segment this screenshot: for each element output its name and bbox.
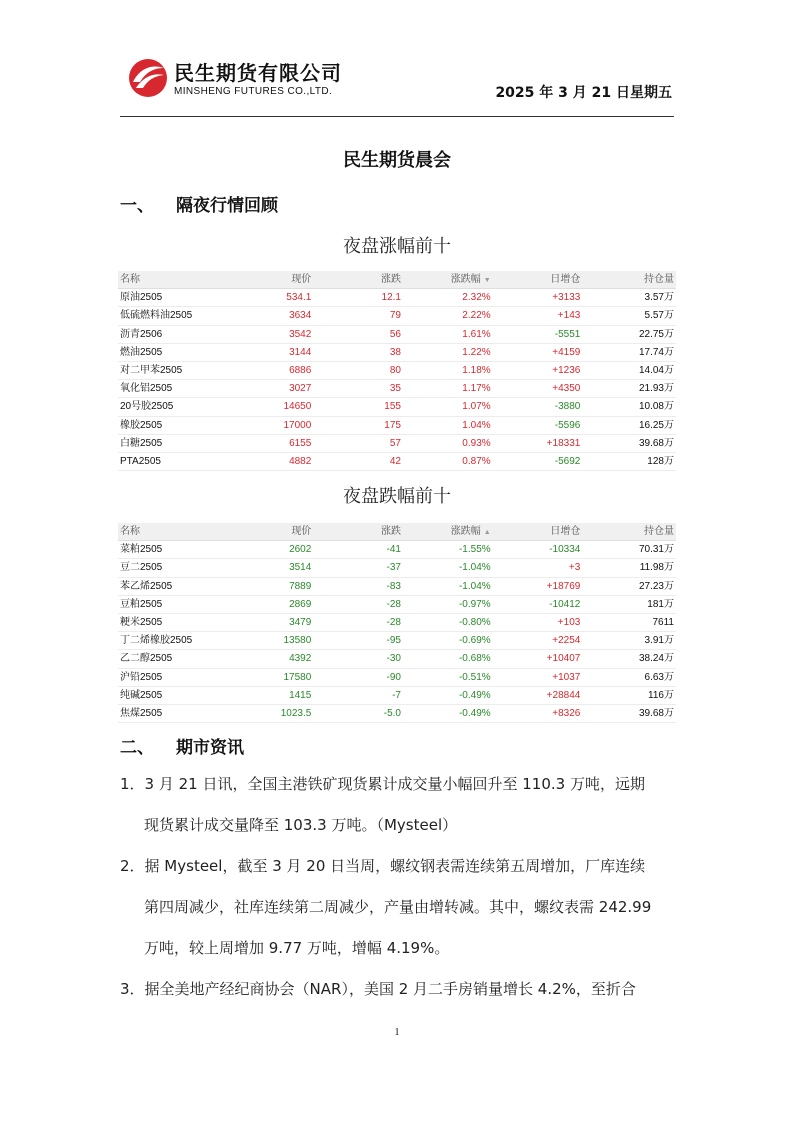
column-header-label: 涨跌: [380, 526, 401, 537]
price-cell: 4392: [289, 653, 312, 665]
contract-name-cell: 纯碱2505: [120, 689, 163, 701]
section-heading-news: [120, 733, 244, 758]
daily-oi-change-cell: +103: [557, 616, 581, 628]
table-row[interactable]: [118, 326, 676, 344]
change-pct-cell: -0.49%: [458, 689, 491, 701]
change-pct-cell: -0.69%: [458, 635, 491, 647]
change-cell: -95: [386, 635, 401, 647]
price-cell: 2869: [289, 598, 312, 610]
change-cell: -28: [386, 598, 401, 610]
change-cell: 175: [384, 419, 401, 431]
column-header-label: 名称: [120, 274, 140, 285]
change-pct-cell: 2.32%: [462, 292, 491, 304]
news-list: [120, 764, 676, 1010]
contract-name-cell: 苯乙烯2505: [120, 580, 173, 592]
open-interest-cell: 5.57万: [644, 310, 674, 322]
daily-oi-change-cell: +2254: [552, 635, 581, 647]
open-interest-cell: 16.25万: [638, 419, 674, 431]
change-pct-cell: -0.49%: [458, 707, 491, 719]
logo-chinese-name: 民生期货有限公司: [174, 61, 342, 85]
table-row[interactable]: [118, 417, 676, 435]
change-pct-cell: -0.68%: [458, 653, 491, 665]
table-row[interactable]: [118, 596, 676, 614]
open-interest-cell: 10.08万: [638, 401, 674, 413]
daily-oi-change-cell: +28844: [546, 689, 581, 701]
change-cell: 79: [389, 310, 401, 322]
price-cell: 3479: [289, 616, 312, 628]
open-interest-cell: 17.74万: [638, 346, 674, 358]
price-cell: 3027: [289, 383, 312, 395]
open-interest-cell: 39.68万: [638, 437, 674, 449]
section-number: 一、: [120, 196, 154, 216]
open-interest-cell: 181万: [647, 598, 674, 610]
column-header[interactable]: [401, 271, 491, 288]
daily-oi-change-cell: +143: [557, 310, 581, 322]
change-pct-cell: 1.04%: [462, 419, 491, 431]
change-cell: -41: [386, 544, 401, 556]
change-cell: 80: [389, 364, 401, 376]
table-row[interactable]: [118, 614, 676, 632]
table-row[interactable]: [118, 541, 676, 559]
change-pct-cell: 1.22%: [462, 346, 491, 358]
change-cell: -30: [386, 653, 401, 665]
open-interest-cell: 3.57万: [644, 292, 674, 304]
section-title: 期市资讯: [176, 738, 244, 758]
column-header[interactable]: [401, 523, 491, 540]
table-row[interactable]: [118, 453, 676, 471]
report-date: 2025 年 3 月 21 日星期五: [495, 85, 672, 101]
table-row[interactable]: [118, 559, 676, 577]
contract-name-cell: 低硫燃料油2505: [120, 310, 193, 322]
change-pct-cell: 1.61%: [462, 328, 491, 340]
change-pct-cell: 1.07%: [462, 401, 491, 413]
page-number: 1: [394, 1027, 400, 1038]
contract-name-cell: 豆二2505: [120, 562, 163, 574]
contract-name-cell: 粳米2505: [120, 616, 163, 628]
change-cell: 155: [384, 401, 401, 413]
contract-name-cell: 20号胶2505: [120, 401, 174, 413]
change-cell: 35: [389, 383, 401, 395]
column-header[interactable]: [491, 523, 581, 540]
contract-name-cell: 原油2505: [120, 292, 163, 304]
price-cell: 4882: [289, 455, 312, 467]
price-cell: 2602: [289, 544, 312, 556]
contract-name-cell: 焦煤2505: [120, 707, 163, 719]
company-logo: [126, 54, 366, 104]
change-cell: -7: [392, 689, 401, 701]
change-cell: -5.0: [383, 707, 401, 719]
open-interest-cell: 21.93万: [638, 383, 674, 395]
change-pct-cell: 1.17%: [462, 383, 491, 395]
section-title: 隔夜行情回顾: [176, 196, 278, 216]
column-header[interactable]: [118, 523, 242, 540]
change-cell: 56: [389, 328, 401, 340]
price-cell: 3514: [289, 562, 312, 574]
price-cell: 6886: [289, 364, 312, 376]
table-row[interactable]: [118, 398, 676, 416]
contract-name-cell: PTA2505: [120, 455, 161, 467]
open-interest-cell: 116万: [648, 689, 674, 701]
change-cell: 12.1: [381, 292, 401, 304]
change-cell: 38: [389, 346, 401, 358]
contract-name-cell: 对二甲苯2505: [120, 364, 183, 376]
open-interest-cell: 7611: [652, 616, 674, 628]
page-header: [120, 52, 674, 117]
contract-name-cell: 菜粕2505: [120, 544, 163, 556]
column-header-label: 日增仓: [550, 526, 581, 537]
change-cell: -90: [386, 671, 401, 683]
contract-name-cell: 丁二烯橡胶2505: [120, 635, 193, 647]
daily-oi-change-cell: +8326: [552, 707, 581, 719]
page-title: 民生期货晨会: [343, 150, 451, 171]
open-interest-cell: 27.23万: [638, 580, 674, 592]
column-header-label: 持仓量: [643, 274, 674, 285]
open-interest-cell: 3.91万: [644, 635, 674, 647]
table-row[interactable]: [118, 687, 676, 705]
daily-oi-change-cell: -3880: [554, 401, 581, 413]
table-up-title: 夜盘涨幅前十: [343, 236, 451, 257]
column-header[interactable]: [580, 523, 676, 540]
table-row[interactable]: [118, 344, 676, 362]
daily-oi-change-cell: +18769: [546, 580, 581, 592]
price-cell: 6155: [289, 437, 312, 449]
column-header-label: 持仓量: [643, 526, 674, 537]
column-header[interactable]: [580, 271, 676, 288]
daily-oi-change-cell: -10334: [549, 544, 581, 556]
price-cell: 14650: [283, 401, 312, 413]
price-cell: 7889: [289, 580, 312, 592]
change-pct-cell: -1.04%: [458, 562, 491, 574]
contract-name-cell: 橡胶2505: [120, 419, 163, 431]
table-row[interactable]: [118, 289, 676, 307]
change-pct-cell: 1.18%: [462, 364, 491, 376]
contract-name-cell: 燃油2505: [120, 346, 163, 358]
contract-name-cell: 乙二醇2505: [120, 653, 173, 665]
daily-oi-change-cell: -5551: [554, 328, 581, 340]
open-interest-cell: 38.24万: [638, 653, 674, 665]
table-header-row: [118, 523, 676, 541]
price-cell: 1023.5: [280, 707, 312, 719]
open-interest-cell: 14.04万: [638, 364, 674, 376]
price-cell: 17000: [283, 419, 312, 431]
change-pct-cell: 0.87%: [462, 455, 491, 467]
column-header[interactable]: [491, 271, 581, 288]
change-pct-cell: -1.04%: [458, 580, 491, 592]
change-pct-cell: -1.55%: [458, 544, 491, 556]
news-item-2-line-1: 2．据 Mysteel，截至 3 月 20 日当周，螺纹钢表需连续第五周增加，厂库连续: [120, 857, 646, 875]
change-pct-cell: -0.51%: [458, 671, 491, 683]
daily-oi-change-cell: -5692: [554, 455, 581, 467]
daily-oi-change-cell: -10412: [549, 598, 581, 610]
table-row[interactable]: [118, 632, 676, 650]
daily-oi-change-cell: +10407: [546, 653, 581, 665]
night-losers-table: [118, 523, 676, 723]
open-interest-cell: 11.98万: [639, 562, 674, 574]
change-cell: -83: [386, 580, 401, 592]
price-cell: 3634: [289, 310, 312, 322]
price-cell: 534.1: [286, 292, 312, 304]
contract-name-cell: 氧化铝2505: [120, 383, 173, 395]
table-down-title: 夜盘跌幅前十: [343, 486, 451, 507]
news-item-2-line-3: 万吨，较上周增加 9.77 万吨，增幅 4.19%。: [144, 939, 450, 957]
table-row[interactable]: [118, 435, 676, 453]
news-item-1-line-1: 1．3 月 21 日讯，全国主港铁矿现货累计成交量小幅回升至 110.3 万吨，远期: [120, 775, 645, 793]
column-header[interactable]: [311, 523, 401, 540]
open-interest-cell: 70.31万: [638, 544, 674, 556]
price-cell: 17580: [283, 671, 312, 683]
daily-oi-change-cell: +3: [568, 562, 581, 574]
section-heading-review: [120, 191, 278, 216]
price-cell: 3542: [289, 328, 312, 340]
column-header-label: 涨跌: [380, 274, 401, 285]
contract-name-cell: 豆粕2505: [120, 598, 163, 610]
column-header[interactable]: [118, 271, 242, 288]
table-row[interactable]: [118, 705, 676, 723]
column-header-label: 名称: [120, 526, 140, 537]
column-header-label: 现价: [291, 274, 312, 285]
change-pct-cell: -0.97%: [458, 598, 491, 610]
logo-english-name: MINSHENG FUTURES CO.,LTD.: [174, 86, 333, 97]
table-row[interactable]: [118, 362, 676, 380]
news-item-1-line-2: 现货累计成交量降至 103.3 万吨。（Mysteel）: [144, 816, 458, 834]
table-row[interactable]: [118, 307, 676, 325]
column-header-label: 日增仓: [550, 274, 581, 285]
open-interest-cell: 6.63万: [644, 671, 674, 683]
column-header-label: 涨跌幅: [450, 274, 481, 285]
change-cell: -37: [386, 562, 401, 574]
price-cell: 13580: [283, 635, 312, 647]
change-pct-cell: -0.80%: [458, 616, 491, 628]
column-header-label: 现价: [291, 526, 312, 537]
column-header[interactable]: [311, 271, 401, 288]
open-interest-cell: 128万: [647, 455, 674, 467]
daily-oi-change-cell: +1236: [552, 364, 581, 376]
price-cell: 1415: [289, 689, 312, 701]
table-row[interactable]: [118, 578, 676, 596]
open-interest-cell: 39.68万: [638, 707, 674, 719]
contract-name-cell: 沥青2506: [120, 328, 163, 340]
open-interest-cell: 22.75万: [638, 328, 674, 340]
sort-ascending-icon: ▲: [483, 529, 491, 536]
night-gainers-table: [118, 271, 676, 471]
daily-oi-change-cell: +18331: [546, 437, 581, 449]
daily-oi-change-cell: +4159: [552, 346, 581, 358]
change-pct-cell: 2.22%: [462, 310, 491, 322]
contract-name-cell: 白糖2505: [120, 437, 163, 449]
section-number: 二、: [120, 738, 154, 758]
news-item-2-line-2: 第四周减少，社库连续第二周减少，产量由增转减。其中，螺纹表需 242.99: [144, 898, 652, 916]
table-header-row: [118, 271, 676, 289]
daily-oi-change-cell: +3133: [552, 292, 581, 304]
change-pct-cell: 0.93%: [462, 437, 491, 449]
table-row[interactable]: [118, 380, 676, 398]
change-cell: 57: [389, 437, 401, 449]
column-header[interactable]: [242, 523, 312, 540]
table-row[interactable]: [118, 650, 676, 668]
column-header-label: 涨跌幅: [450, 526, 481, 537]
daily-oi-change-cell: +4350: [552, 383, 581, 395]
column-header[interactable]: [242, 271, 312, 288]
sort-descending-icon: ▼: [483, 277, 491, 284]
daily-oi-change-cell: -5596: [554, 419, 581, 431]
change-cell: 42: [389, 455, 401, 467]
price-cell: 3144: [289, 346, 312, 358]
daily-oi-change-cell: +1037: [552, 671, 581, 683]
news-item-3-line-1: 3．据全美地产经纪商协会（NAR），美国 2 月二手房销量增长 4.2%，至折合: [120, 980, 636, 998]
contract-name-cell: 沪铅2505: [120, 671, 163, 683]
logo-mark-icon: [126, 56, 170, 100]
table-row[interactable]: [118, 669, 676, 687]
change-cell: -28: [386, 616, 401, 628]
